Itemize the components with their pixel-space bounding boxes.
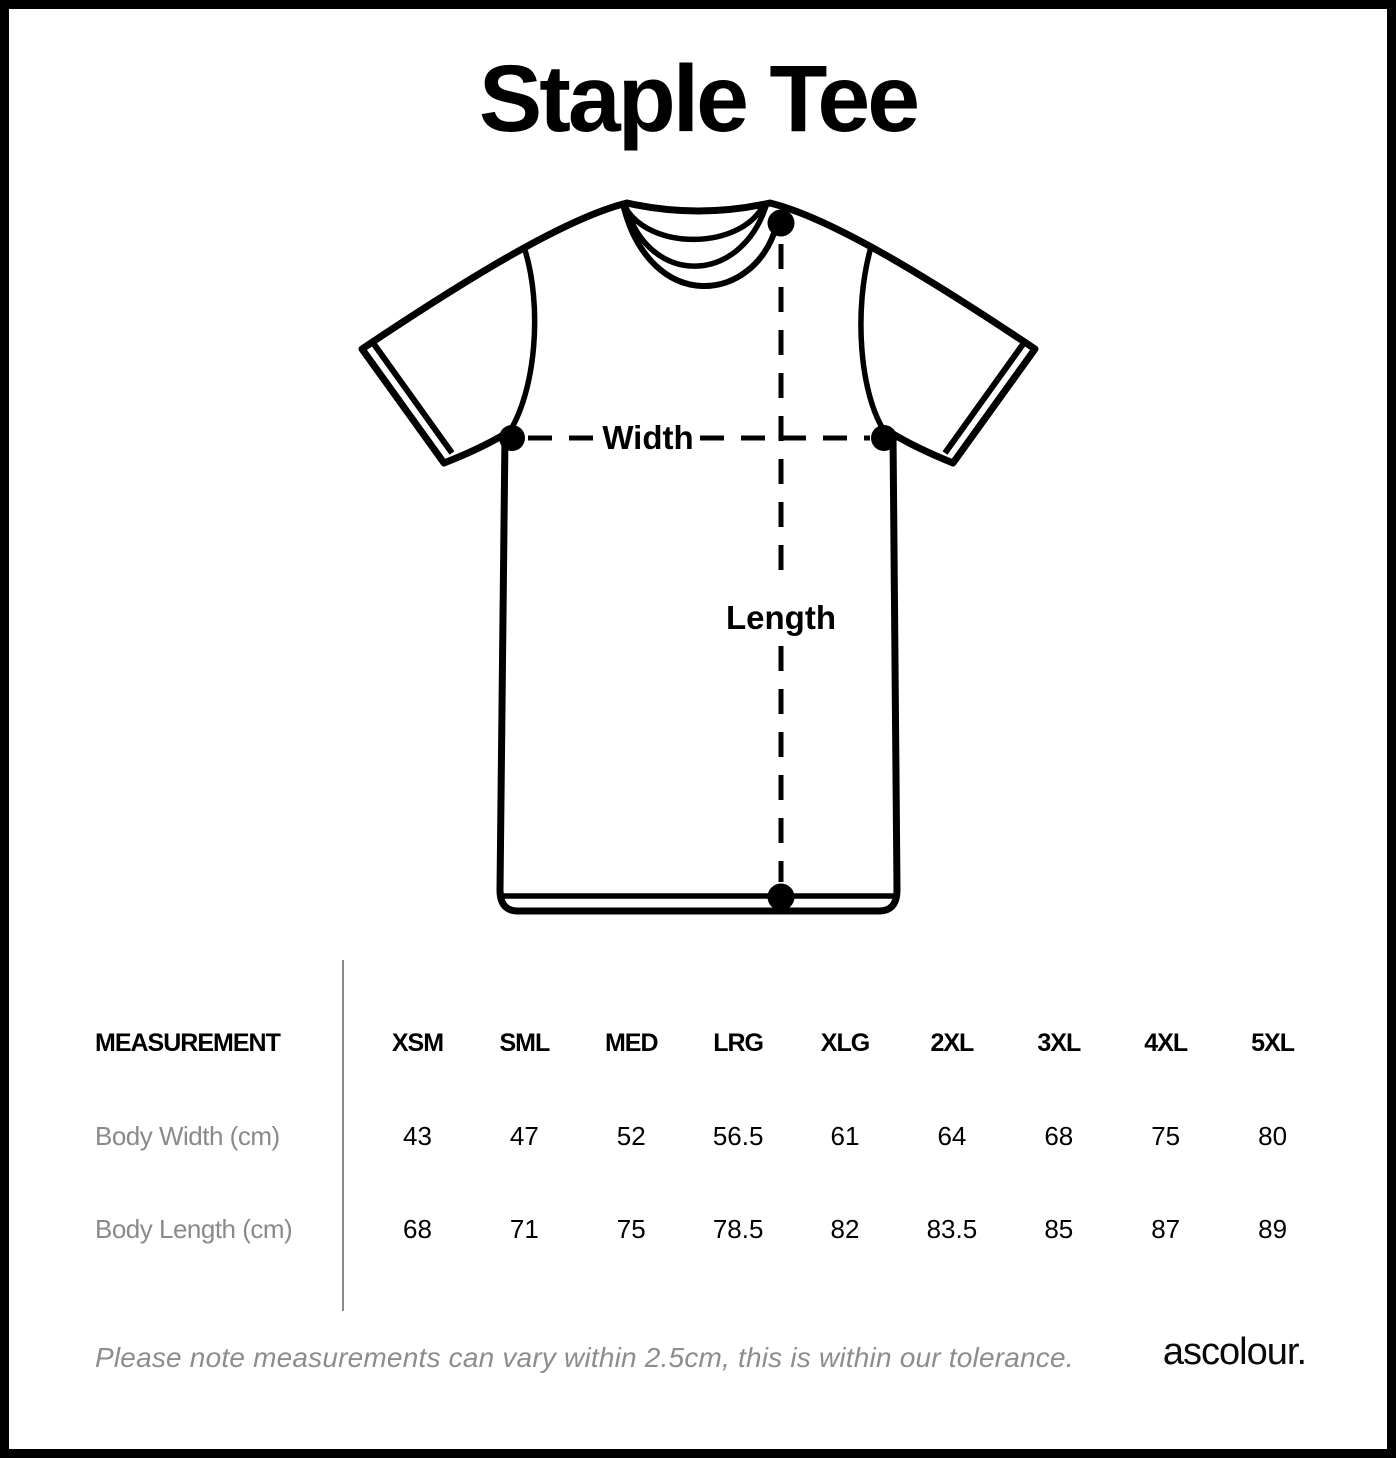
brand-logo: ascolour. xyxy=(1162,1331,1306,1373)
body-length-sml: 71 xyxy=(509,1214,539,1244)
size-header-lrg: LRG xyxy=(713,1029,763,1057)
body-length-4xl: 87 xyxy=(1151,1214,1181,1244)
body-length-xsm: 68 xyxy=(402,1214,432,1244)
table-row-body-width xyxy=(0,1121,1396,1151)
body-width-values xyxy=(364,1121,1326,1151)
body-length-3xl: 85 xyxy=(1044,1214,1074,1244)
tshirt-outline xyxy=(362,203,1035,911)
body-length-values xyxy=(364,1214,1326,1244)
neck-point-dot xyxy=(768,210,795,237)
body-length-lrg: 78.5 xyxy=(712,1214,764,1244)
body-width-3xl: 68 xyxy=(1044,1121,1074,1151)
row-label-body-width: Body Width (cm) xyxy=(95,1121,280,1151)
size-header-xsm: XSM xyxy=(391,1029,444,1057)
row-label-body-length: Body Length (cm) xyxy=(95,1214,293,1244)
width-dimension-label: Width xyxy=(602,419,694,456)
size-headers xyxy=(364,1028,1326,1058)
body-length-5xl: 89 xyxy=(1258,1214,1288,1244)
size-header-xlg: XLG xyxy=(820,1029,870,1057)
body-width-xsm: 43 xyxy=(402,1121,432,1151)
body-width-sml: 47 xyxy=(509,1121,539,1151)
size-header-3xl: 3XL xyxy=(1037,1029,1081,1057)
body-length-med: 75 xyxy=(616,1214,646,1244)
size-header-2xl: 2XL xyxy=(930,1029,974,1057)
body-width-4xl: 75 xyxy=(1151,1121,1181,1151)
page-title: Staple Tee xyxy=(478,46,918,152)
right-underarm-dot xyxy=(871,425,897,451)
size-header-sml: SML xyxy=(499,1029,550,1057)
body-width-2xl: 64 xyxy=(937,1121,967,1151)
tolerance-note: Please note measurements can vary within 2.5cm, this is within our tolerance. xyxy=(95,1342,1074,1373)
table-header-row xyxy=(0,1028,1396,1058)
body-length-2xl: 83.5 xyxy=(926,1214,978,1244)
body-width-med: 52 xyxy=(616,1121,646,1151)
body-length-xlg: 82 xyxy=(830,1214,860,1244)
table-row-body-length xyxy=(0,1214,1396,1244)
measurement-column-header: MEASUREMENT xyxy=(95,1029,280,1057)
body-width-xlg: 61 xyxy=(830,1121,860,1151)
hem-point-dot xyxy=(768,884,795,911)
body-width-5xl: 80 xyxy=(1258,1121,1288,1151)
length-dimension-label: Length xyxy=(726,599,836,636)
size-header-med: MED xyxy=(604,1029,658,1057)
left-underarm-dot xyxy=(499,425,525,451)
size-header-4xl: 4XL xyxy=(1144,1029,1188,1057)
size-header-5xl: 5XL xyxy=(1251,1029,1294,1057)
body-width-lrg: 56.5 xyxy=(712,1121,764,1151)
